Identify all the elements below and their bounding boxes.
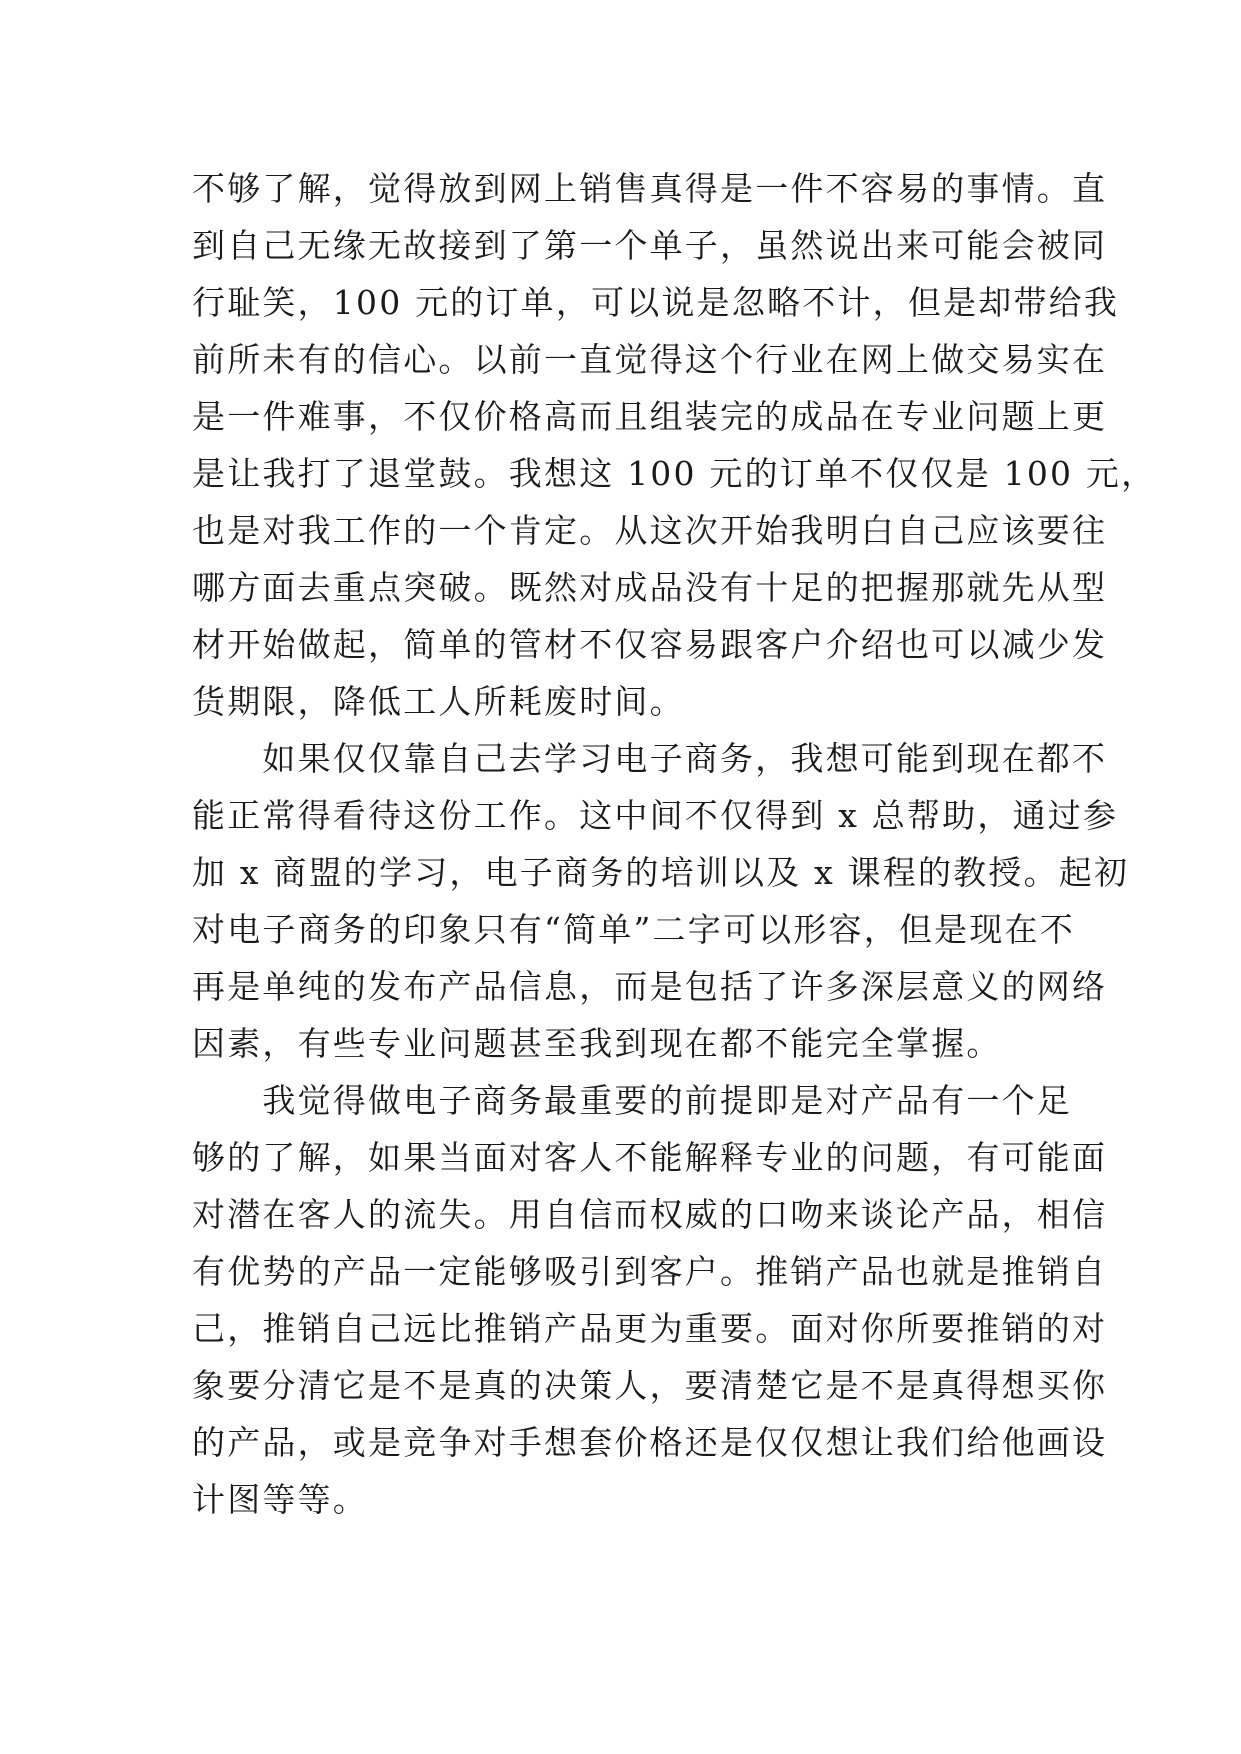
text-line: 己，推销自己远比推销产品更为重要。面对你所要推销的对 xyxy=(192,1309,1108,1348)
text-line: 有优势的产品一定能够吸引到客户。推销产品也就是推销自 xyxy=(192,1252,1108,1291)
text-line: 加 x 商盟的学习，电子商务的培训以及 x 课程的教授。起初 xyxy=(192,853,1130,892)
text-line: 的产品，或是竞争对手想套价格还是仅仅想让我们给他画设 xyxy=(192,1423,1108,1462)
text-line: 行耻笑，100 元的订单，可以说是忽略不计，但是却带给我 xyxy=(192,283,1120,322)
text-line: 对电子商务的印象只有“简单”二字可以形容，但是现在不 xyxy=(192,910,1075,949)
text-line: 能正常得看待这份工作。这中间不仅得到 x 总帮助，通过参 xyxy=(192,796,1119,835)
text-line: 前所未有的信心。以前一直觉得这个行业在网上做交易实在 xyxy=(192,340,1108,379)
text-line: 材开始做起，简单的管材不仅容易跟客户介绍也可以减少发 xyxy=(192,625,1108,664)
paragraph-start-line: 我觉得做电子商务最重要的前提即是对产品有一个足 xyxy=(192,1081,1072,1120)
text-line: 货期限，降低工人所耗废时间。 xyxy=(192,682,685,721)
text-line: 够的了解，如果当面对客人不能解释专业的问题，有可能面 xyxy=(192,1138,1108,1177)
text-line: 是一件难事，不仅价格高而且组装完的成品在专业问题上更 xyxy=(192,397,1108,436)
text-line: 是让我打了退堂鼓。我想这 100 元的订单不仅仅是 100 元， xyxy=(192,454,1157,493)
text-line: 到自己无缘无故接到了第一个单子，虽然说出来可能会被同 xyxy=(192,226,1108,265)
text-line: 不够了解，觉得放到网上销售真得是一件不容易的事情。直 xyxy=(192,169,1108,208)
text-line: 哪方面去重点突破。既然对成品没有十足的把握那就先从型 xyxy=(192,568,1108,607)
text-line: 象要分清它是不是真的决策人，要清楚它是不是真得想买你 xyxy=(192,1366,1108,1405)
text-line: 再是单纯的发布产品信息，而是包括了许多深层意义的网络 xyxy=(192,967,1108,1006)
paragraph-start-line: 如果仅仅靠自己去学习电子商务，我想可能到现在都不 xyxy=(192,739,1108,778)
text-line: 也是对我工作的一个肯定。从这次开始我明白自己应该要往 xyxy=(192,511,1108,550)
text-line: 对潜在客人的流失。用自信而权威的口吻来谈论产品，相信 xyxy=(192,1195,1108,1234)
text-line: 因素，有些专业问题甚至我到现在都不能完全掌握。 xyxy=(192,1024,1002,1063)
text-line: 计图等等。 xyxy=(192,1480,368,1519)
document-body xyxy=(192,160,1157,1528)
